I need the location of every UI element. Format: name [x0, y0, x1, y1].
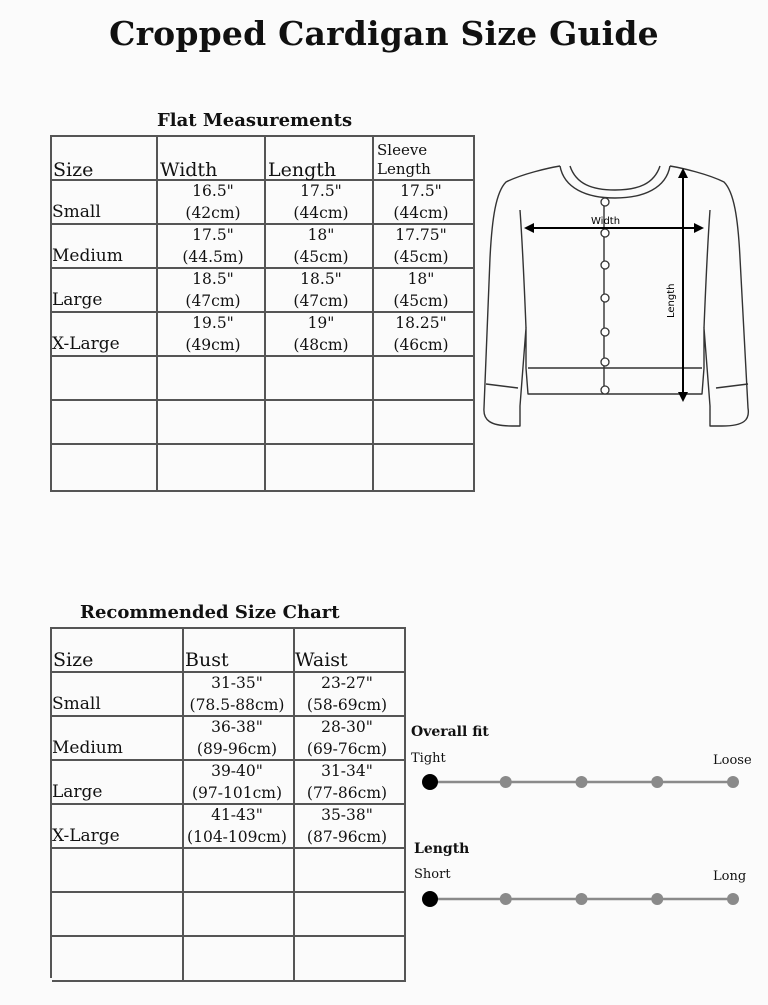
rec-table-cell	[295, 849, 406, 893]
flat-sleeve-value: 18"	[407, 270, 435, 288]
rec-waist-value: 35-38"	[321, 806, 373, 824]
rec-table-cell	[52, 937, 184, 982]
length-fit-step-marker	[727, 893, 739, 905]
rec-bust-value: (104-109cm)	[187, 828, 287, 846]
flat-header-length: Length	[268, 159, 337, 181]
flat-table-cell	[374, 445, 475, 492]
flat-table-cell	[374, 357, 475, 401]
flat-width-value: (47cm)	[185, 292, 241, 310]
rec-bust-value: 31-35"	[211, 674, 263, 692]
flat-width-value: 19.5"	[192, 314, 234, 332]
rec-bust-value: 36-38"	[211, 718, 263, 736]
flat-sleeve-value: (45cm)	[393, 292, 449, 310]
rec-bust-value: (78.5-88cm)	[189, 696, 285, 714]
recommended-size-chart-title: Recommended Size Chart	[80, 602, 340, 623]
flat-sleeve-value: (46cm)	[393, 336, 449, 354]
button-2	[601, 229, 609, 237]
flat-header-size: Size	[53, 159, 94, 181]
overall-fit-title: Overall fit	[411, 724, 489, 740]
rec-table-cell	[52, 849, 184, 893]
flat-table-cell	[52, 445, 158, 492]
length-fit-step-marker	[576, 893, 588, 905]
overall-fit-right-label: Loose	[713, 753, 752, 768]
rec-header-size: Size	[53, 649, 94, 671]
flat-size-label: Large	[52, 290, 103, 310]
flat-length-value: (44cm)	[293, 204, 349, 222]
flat-size-label: X-Large	[52, 334, 120, 354]
flat-length-value: 19"	[307, 314, 335, 332]
rec-bust-value: 39-40"	[211, 762, 263, 780]
button-6	[601, 358, 609, 366]
rec-size-label: X-Large	[52, 826, 120, 846]
flat-length-value: (45cm)	[293, 248, 349, 266]
flat-width-value: 18.5"	[192, 270, 234, 288]
rec-size-label: Large	[52, 782, 103, 802]
rec-size-label: Medium	[52, 738, 123, 758]
overall-fit-step-marker	[500, 776, 512, 788]
length-fit-step-marker	[500, 893, 512, 905]
flat-length-value: (48cm)	[293, 336, 349, 354]
length-fit-right-label: Long	[713, 869, 747, 884]
rec-bust-value: (89-96cm)	[196, 740, 278, 758]
cardigan-diagram	[478, 158, 756, 433]
flat-sleeve-value: 17.75"	[395, 226, 447, 244]
flat-header-sleeve-length: Sleeve Length	[377, 141, 431, 178]
button-7	[601, 386, 609, 394]
rec-table-cell	[52, 893, 184, 937]
rec-waist-value: 28-30"	[321, 718, 373, 736]
flat-length-value: 17.5"	[300, 182, 342, 200]
overall-fit-step-marker	[576, 776, 588, 788]
flat-table-cell	[266, 445, 374, 492]
flat-header-width: Width	[160, 159, 218, 181]
flat-table-cell	[52, 357, 158, 401]
flat-length-value: 18.5"	[300, 270, 342, 288]
page-title: Cropped Cardigan Size Guide	[109, 14, 659, 53]
flat-sleeve-value: (45cm)	[393, 248, 449, 266]
rec-waist-value: (87-96cm)	[306, 828, 388, 846]
length-fit-selected-marker	[422, 891, 438, 907]
rec-waist-value: 23-27"	[321, 674, 373, 692]
flat-table-cell	[158, 445, 266, 492]
rec-bust-value: (97-101cm)	[191, 784, 283, 802]
flat-sleeve-value: (44cm)	[393, 204, 449, 222]
rec-table-cell	[184, 893, 295, 937]
rec-table-cell	[295, 937, 406, 982]
flat-table-cell	[158, 357, 266, 401]
width-label: Width	[591, 216, 621, 227]
rec-header-waist: Waist	[295, 649, 348, 671]
overall-fit-left-label: Tight	[411, 751, 446, 766]
rec-waist-value: 31-34"	[321, 762, 373, 780]
button-5	[601, 328, 609, 336]
flat-width-value: (49cm)	[185, 336, 241, 354]
flat-width-value: 17.5"	[192, 226, 234, 244]
rec-waist-value: (58-69cm)	[306, 696, 388, 714]
length-fit-left-label: Short	[414, 867, 451, 882]
flat-measurements-title: Flat Measurements	[157, 110, 353, 131]
flat-table-cell	[266, 401, 374, 445]
button-3	[601, 261, 609, 269]
flat-width-value: (44.5m)	[182, 248, 244, 266]
button-1	[601, 198, 609, 206]
flat-table-cell	[52, 401, 158, 445]
overall-fit-selected-marker	[422, 774, 438, 790]
flat-table-cell	[266, 357, 374, 401]
rec-table-cell	[295, 893, 406, 937]
overall-fit-scale	[415, 770, 745, 796]
flat-length-value: (47cm)	[293, 292, 349, 310]
flat-width-value: 16.5"	[192, 182, 234, 200]
rec-header-bust: Bust	[185, 649, 229, 671]
flat-table-cell	[158, 401, 266, 445]
length-fit-title: Length	[414, 841, 470, 857]
length-label: Length	[666, 283, 677, 318]
rec-waist-value: (77-86cm)	[306, 784, 388, 802]
flat-length-value: 18"	[307, 226, 335, 244]
length-fit-step-marker	[651, 893, 663, 905]
flat-width-value: (42cm)	[185, 204, 241, 222]
flat-size-label: Small	[52, 202, 101, 222]
overall-fit-step-marker	[727, 776, 739, 788]
overall-fit-step-marker	[651, 776, 663, 788]
length-fit-scale	[415, 887, 745, 913]
flat-sleeve-value: 18.25"	[395, 314, 447, 332]
rec-waist-value: (69-76cm)	[306, 740, 388, 758]
rec-bust-value: 41-43"	[211, 806, 263, 824]
flat-table-cell	[374, 401, 475, 445]
flat-sleeve-value: 17.5"	[400, 182, 442, 200]
rec-table-cell	[184, 937, 295, 982]
flat-size-label: Medium	[52, 246, 123, 266]
rec-size-label: Small	[52, 694, 101, 714]
rec-table-cell	[184, 849, 295, 893]
button-4	[601, 294, 609, 302]
